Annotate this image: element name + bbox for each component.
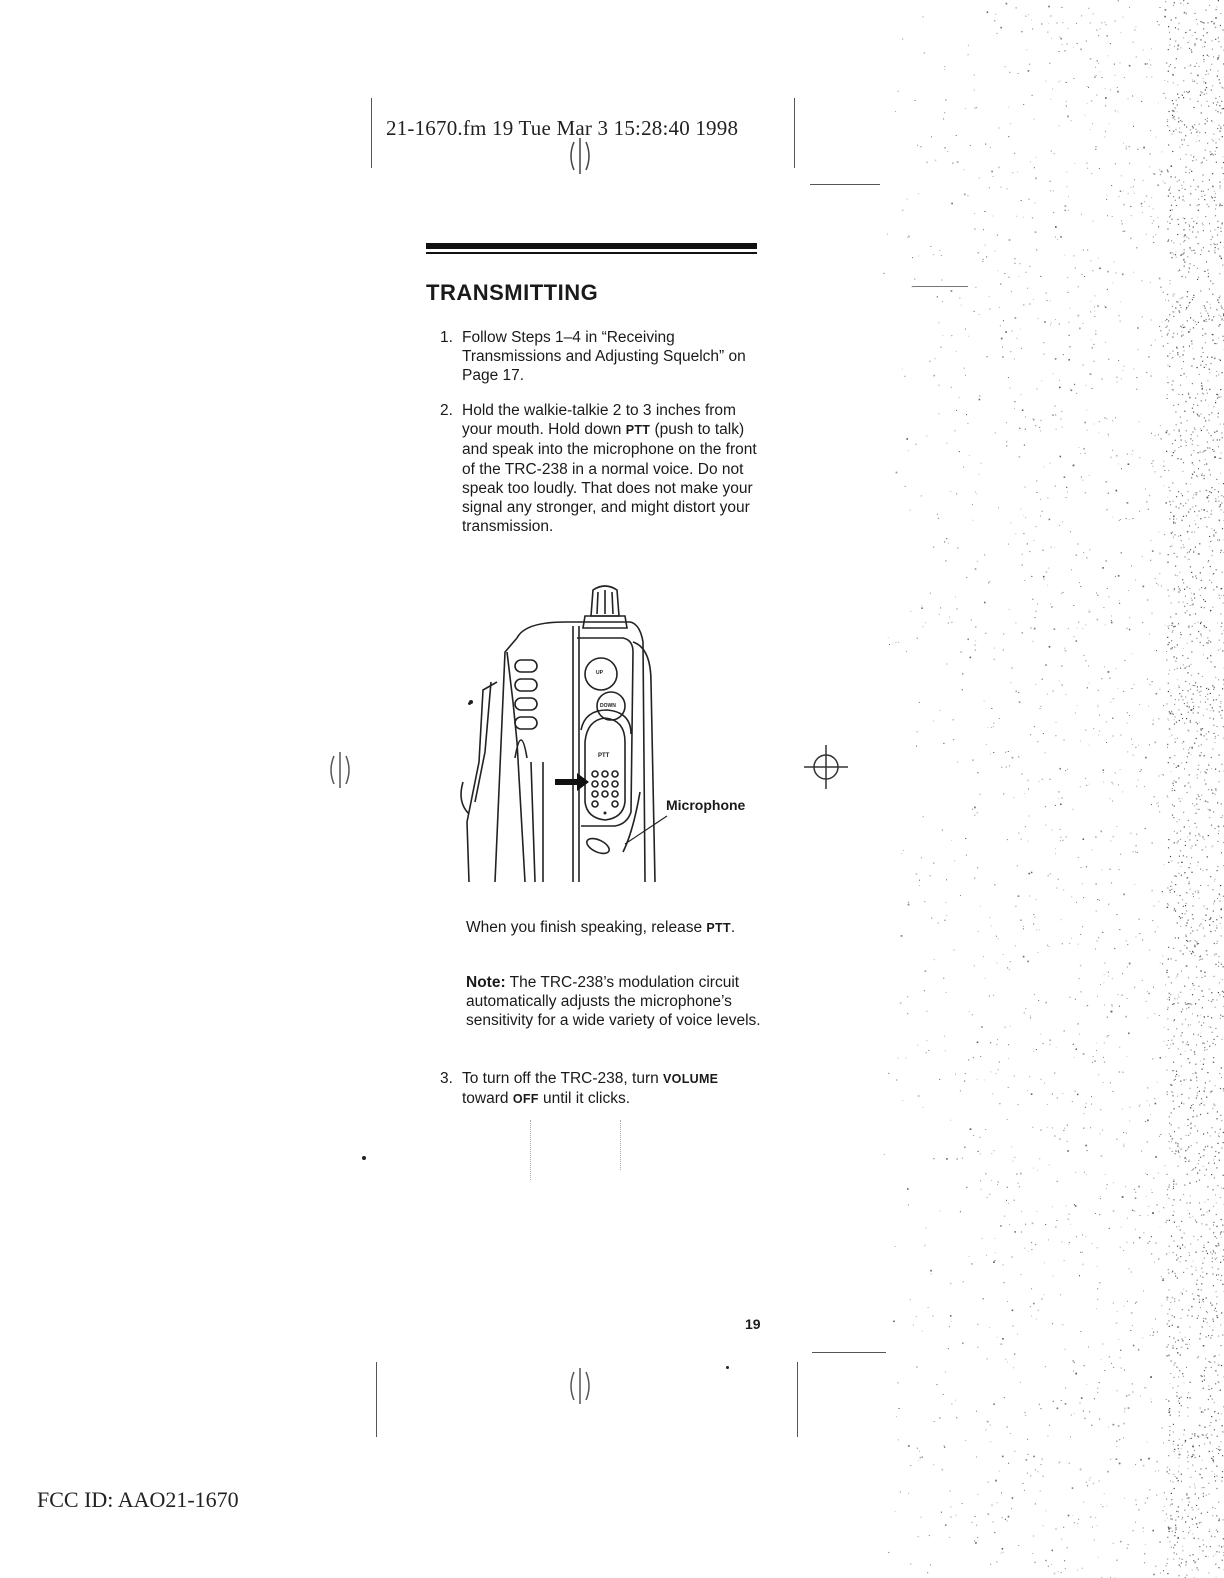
crop-mark (371, 98, 372, 168)
step-number: 2. (440, 402, 453, 419)
fcc-id: FCC ID: AAO21-1670 (37, 1487, 239, 1512)
note-label: Note: (466, 974, 506, 991)
registration-mark-icon (562, 1366, 598, 1406)
note-paragraph (466, 973, 761, 1031)
release-ptt-paragraph (466, 918, 761, 938)
step-text-part: (push to talk) and speak into the microphone on the front of the TRC-238 in a normal voice. Do not speak too loudly. That does not make your signal any stronger, and might distort your transmission. (462, 421, 757, 536)
crosshair-target-icon (804, 745, 848, 789)
button-down-label: DOWN (600, 703, 616, 709)
microphone-callout: Microphone (666, 797, 746, 813)
crop-mark (812, 1352, 886, 1353)
step-text (462, 401, 760, 536)
ptt-key-label: PTT (706, 921, 731, 935)
crop-mark (794, 98, 795, 168)
step-text-part: To turn off the TRC-238, turn (462, 1070, 664, 1087)
step-text (462, 1069, 760, 1109)
crop-mark (376, 1362, 377, 1437)
volume-key-label: VOLUME (663, 1072, 719, 1086)
scan-dot (468, 702, 471, 705)
file-stamp-header: 21-1670.fm 19 Tue Mar 3 15:28:40 1998 (386, 116, 739, 140)
crop-mark (797, 1362, 798, 1437)
walkie-talkie-illustration (455, 582, 765, 884)
button-up-label: UP (596, 670, 603, 676)
step-number: 3. (440, 1070, 453, 1087)
step-number: 1. (440, 329, 453, 346)
scan-artifact (530, 1120, 531, 1180)
crop-mark (810, 184, 880, 185)
scan-dot (362, 1156, 366, 1160)
page-number: 19 (745, 1316, 761, 1332)
paragraph-end: . (730, 919, 736, 936)
step-text-part: toward (462, 1090, 513, 1108)
section-title: TRANSMITTING (426, 280, 599, 305)
step-text-part: Hold the walkie-talkie 2 to 3 inches from your mouth. Hold down (462, 402, 736, 439)
section-rule-thin (426, 252, 757, 254)
registration-mark-icon (322, 750, 358, 790)
off-key-label: OFF (512, 1092, 539, 1107)
scan-noise (880, 0, 1224, 1578)
registration-mark-icon (560, 136, 600, 176)
note-text: The TRC-238’s modulation circuit automatically adjusts the microphone’s sensitivity for a wide variety of voice levels. (466, 974, 761, 1030)
button-ptt-label: PTT (598, 753, 610, 759)
step-text: Follow Steps 1–4 in “Receiving Transmissions and Adjusting Squelch” on Page 17. (462, 329, 746, 385)
paragraph-text: When you finish speaking, release (466, 919, 707, 936)
scan-artifact (620, 1120, 621, 1170)
step-text-part: until it clicks. (538, 1090, 631, 1108)
ptt-key-label: PTT (625, 423, 651, 438)
section-rule (426, 243, 757, 249)
scan-dot (726, 1366, 729, 1369)
